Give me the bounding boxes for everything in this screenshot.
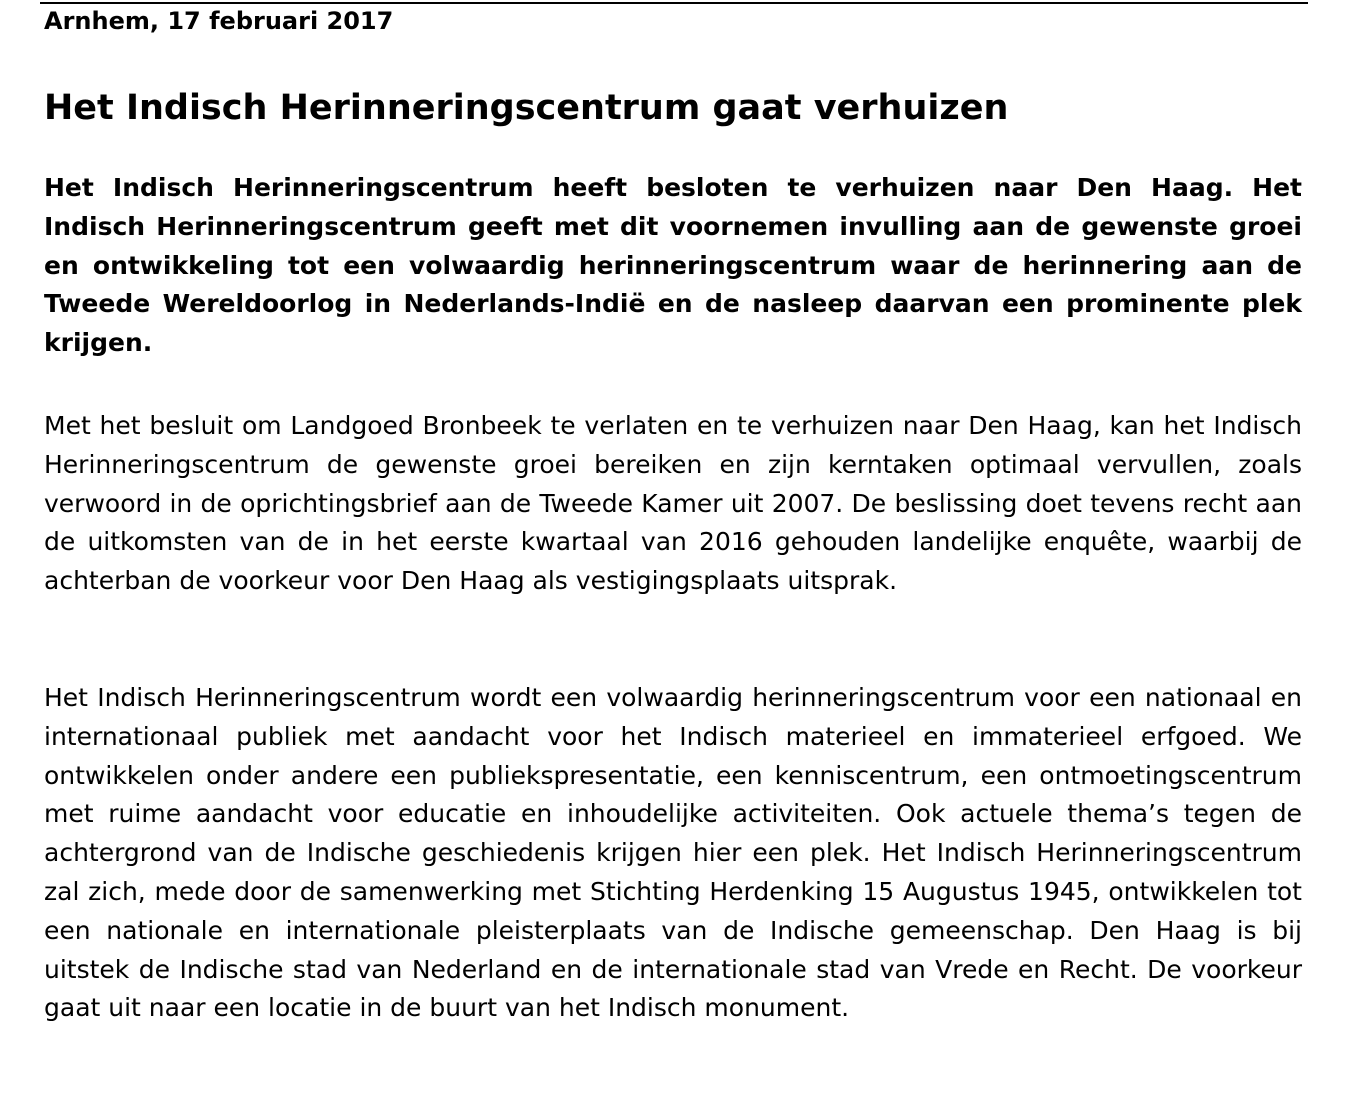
body-paragraph: Het Indisch Herinneringscentrum wordt een volwaardig herinneringscentrum voor een nationaal en internationaal publiek met aandacht voor het Indisch materieel en immaterieel erfgoed. We ontwikkelen onder andere een publiekspresentatie, een kenniscentrum, een ontmoetingscentrum met ruime aandacht voor educatie en inhoudelijke activiteiten. Ook actuele thema’s tegen de achtergrond van de Indische geschiedenis krijgen hier een plek. Het Indisch Herinneringscentrum zal zich, mede door de samenwerking met Stichting Herdenking 15 Augustus 1945, ontwikkelen tot een nationale en internationale pleisterplaats van de Indische gemeenschap. Den Haag is bij uitstek de Indische stad van Nederland en de internationale stad van Vrede en Recht. De voorkeur gaat uit naar een locatie in de buurt van het Indisch monument. [44,683,1302,1023]
dateline: Arnhem, 17 februari 2017 [44,7,394,35]
lead-paragraph: Het Indisch Herinneringscentrum heeft besloten te verhuizen naar Den Haag. Het Indisch Herinneringscentrum geeft met dit voornemen invulling aan de gewenste groei en ontwikkeling tot een volwaardig herinneringscentrum waar de herinnering aan de Tweede Wereldoorlog in Nederlands-Indië en de nasleep daarvan een prominente plek krijgen. [44,173,1302,358]
body-paragraph: Met het besluit om Landgoed Bronbeek te verlaten en te verhuizen naar Den Haag, kan het Indisch Herinneringscentrum de gewenste groei bereiken en zijn kerntaken optimaal vervullen, zoals verwoord in de oprichtingsbrief aan de Tweede Kamer uit 2007. De beslissing doet tevens recht aan de uitkomsten van de in het eerste kwartaal van 2016 gehouden landelijke enquête, waarbij de achterban de voorkeur voor Den Haag als vestigingsplaats uitsprak. [44,411,1302,596]
page-title: Het Indisch Herinneringscentrum gaat verhuizen [44,88,1009,128]
